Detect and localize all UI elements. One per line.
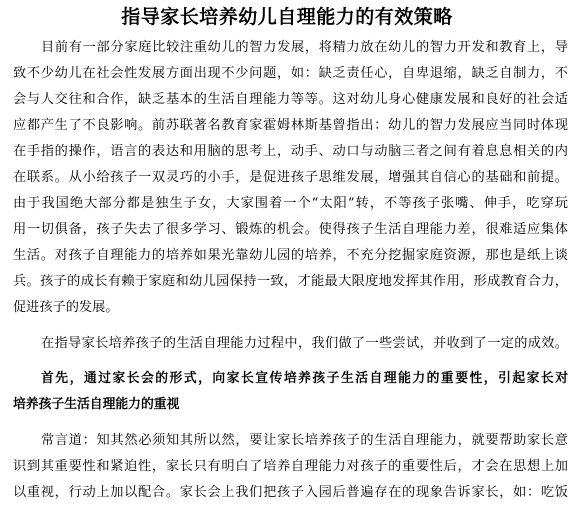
paragraph-line: 识到其重要性和紧迫性，家长只有明白了培养自理能力对孩子的重要性后，才会在思想上加 (13, 459, 568, 474)
paragraph-line: 应都产生了不良影响。前苏联著名教育家霍姆林斯基曾指出：幼儿的智力发展应当同时体现 (13, 118, 568, 133)
section-heading-line: 培养孩子生活自理能力的重视 (13, 397, 180, 412)
paragraph-line: 致不少幼儿在社会性发展方面出现不少问题，如：缺乏责任心，自卑退缩，缺乏自制力，不 (13, 66, 568, 81)
paragraph-line: 在指导家长培养孩子的生活自理能力过程中，我们做了一些尝试，并收到了一定的成效。 (41, 336, 568, 351)
paragraph-line: 生活。对孩子自理能力的培养如果光靠幼儿园的培养，不充分挖掘家庭资源，那也是纸上谈 (13, 248, 568, 263)
paragraph-line: 由于我国绝大部分都是独生子女，大家围着一个“太阳”转，不等孩子张嘴、伸手，吃穿玩 (13, 196, 568, 211)
paragraph-line: 用一切俱备，孩子失去了很多学习、锻炼的机会。使得孩子生活自理能力差，很难适应集体 (13, 222, 568, 237)
paragraph-line: 兵。孩子的成长有赖于家庭和幼儿园保持一致，才能最大限度地发挥其作用，形成教育合力， (13, 274, 568, 289)
paragraph-line: 在手指的操作，语言的表达和用脑的思考上，动手、动口与动脑三者之间有着息息相关的内 (13, 144, 568, 159)
paragraph-line: 常言道：知其然必须知其所以然，要让家长培养孩子的生活自理能力，就要帮助家长意 (41, 433, 568, 448)
paragraph-line: 以重视，行动上加以配合。家长会上我们把孩子入园后普遍存在的现象告诉家长，如：吃饭 (13, 485, 568, 500)
document-title: 指导家长培养幼儿自理能力的有效策略 (121, 6, 453, 28)
paragraph-line: 会与人交往和合作，缺乏基本的生活自理能力等等。这对幼儿身心健康发展和良好的社会适 (13, 92, 568, 107)
paragraph-line: 目前有一部分家庭比较注重幼儿的智力发展，将精力放在幼儿的智力开发和教育上，导 (41, 40, 568, 55)
paragraph-line: 在联系。从小给孩子一双灵巧的小手，是促进孩子思维发展，增强其自信心的基础和前提。 (13, 170, 568, 185)
section-heading-line: 首先，通过家长会的形式，向家长宣传培养孩子生活自理能力的重要性，引起家长对 (41, 371, 568, 386)
paragraph-line: 促进孩子的发展。 (13, 300, 119, 315)
